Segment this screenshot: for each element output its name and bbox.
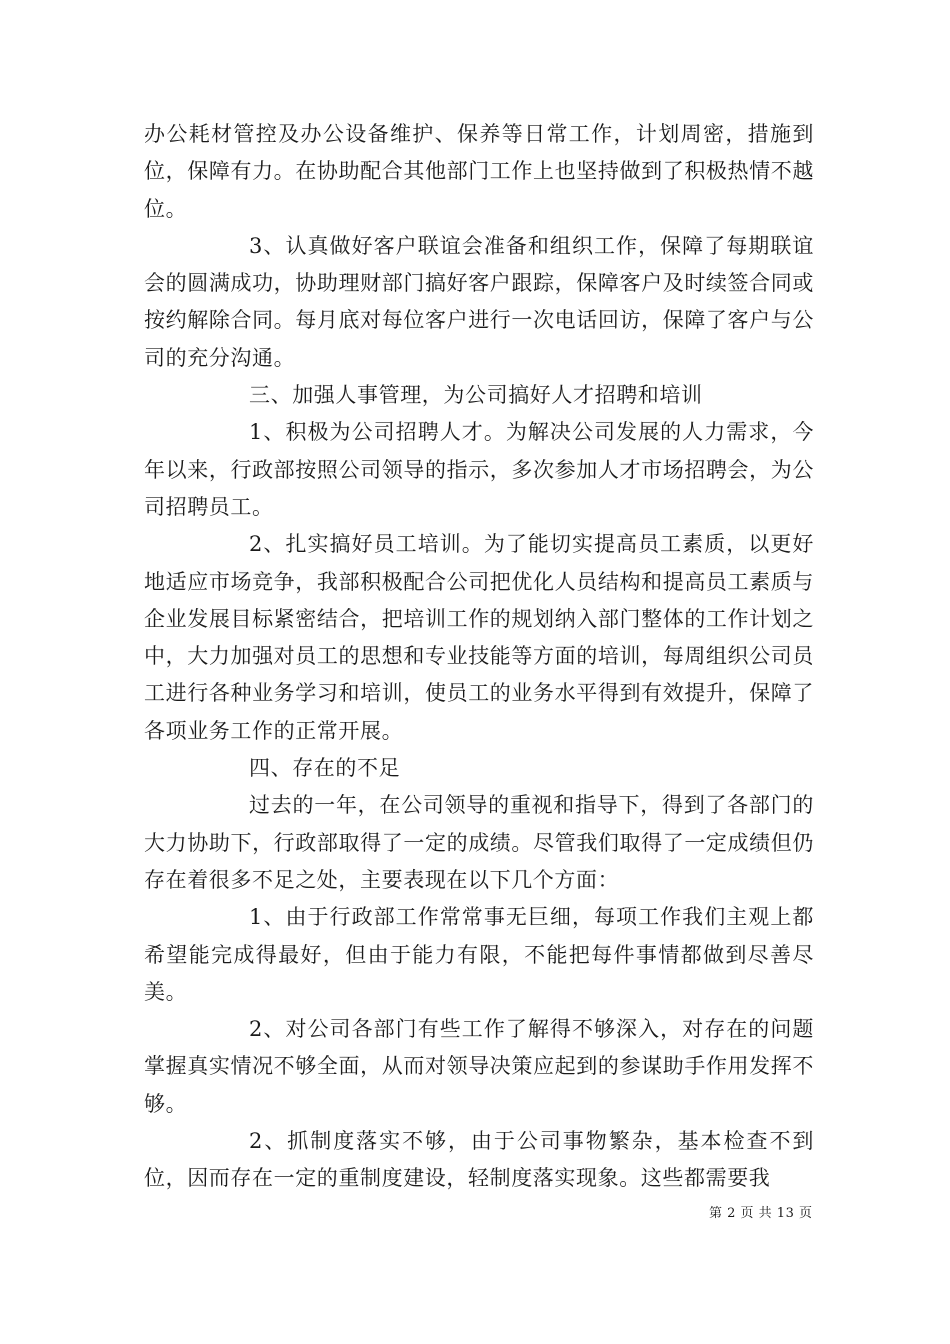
section-heading-3: 三、加强人事管理，为公司搞好人才招聘和培训 (249, 383, 703, 408)
paragraph-4: 1、积极为公司招聘人才。为解决公司发展的人力需求，今年以来，行政部按照公司领导的指示，多次参加人才市场招聘会，为公司招聘员工。 (144, 420, 814, 519)
section-heading-4: 四、存在的不足 (249, 756, 401, 781)
page-number-footer: 第 2 页 共 13 页 (709, 1206, 813, 1221)
paragraph-1: 办公耗材管控及办公设备维护、保养等日常工作，计划周密，措施到位，保障有力。在协助配合其他部门工作上也坚持做到了积极热情不越位。 (144, 122, 814, 221)
paragraph-5: 2、扎实搞好员工培训。为了能切实提高员工素质，以更好地适应市场竞争，我部积极配合公司把优化人员结构和提高员工素质与企业发展目标紧密结合，把培训工作的规划纳入部门整体的工作计划之中，大力加强对员工的思想和专业技能等方面的培训，每周组织公司员工进行各种业务学习和培训，使员工的业务水平得到有效提升，保障了各项业务工作的正常开展。 (144, 532, 814, 743)
document-body (144, 116, 814, 1198)
paragraph-7: 过去的一年，在公司领导的重视和指导下，得到了各部门的大力协助下，行政部取得了一定的成绩。尽管我们取得了一定成绩但仍存在着很多不足之处，主要表现在以下几个方面： (144, 793, 814, 892)
paragraph-10: 2、抓制度落实不够，由于公司事物繁杂，基本检查不到位，因而存在一定的重制度建设，轻制度落实现象。这些都需要我 (144, 1129, 814, 1191)
paragraph-8: 1、由于行政部工作常常事无巨细，每项工作我们主观上都希望能完成得最好，但由于能力有限，不能把每件事情都做到尽善尽美。 (144, 905, 814, 1004)
paragraph-9: 2、对公司各部门有些工作了解得不够深入，对存在的问题掌握真实情况不够全面，从而对领导决策应起到的参谋助手作用发挥不够。 (144, 1017, 814, 1116)
paragraph-2: 3、认真做好客户联谊会准备和组织工作，保障了每期联谊会的圆满成功，协助理财部门搞好客户跟踪，保障客户及时续签合同或按约解除合同。每月底对每位客户进行一次电话回访，保障了客户与公司的充分沟通。 (144, 233, 814, 370)
